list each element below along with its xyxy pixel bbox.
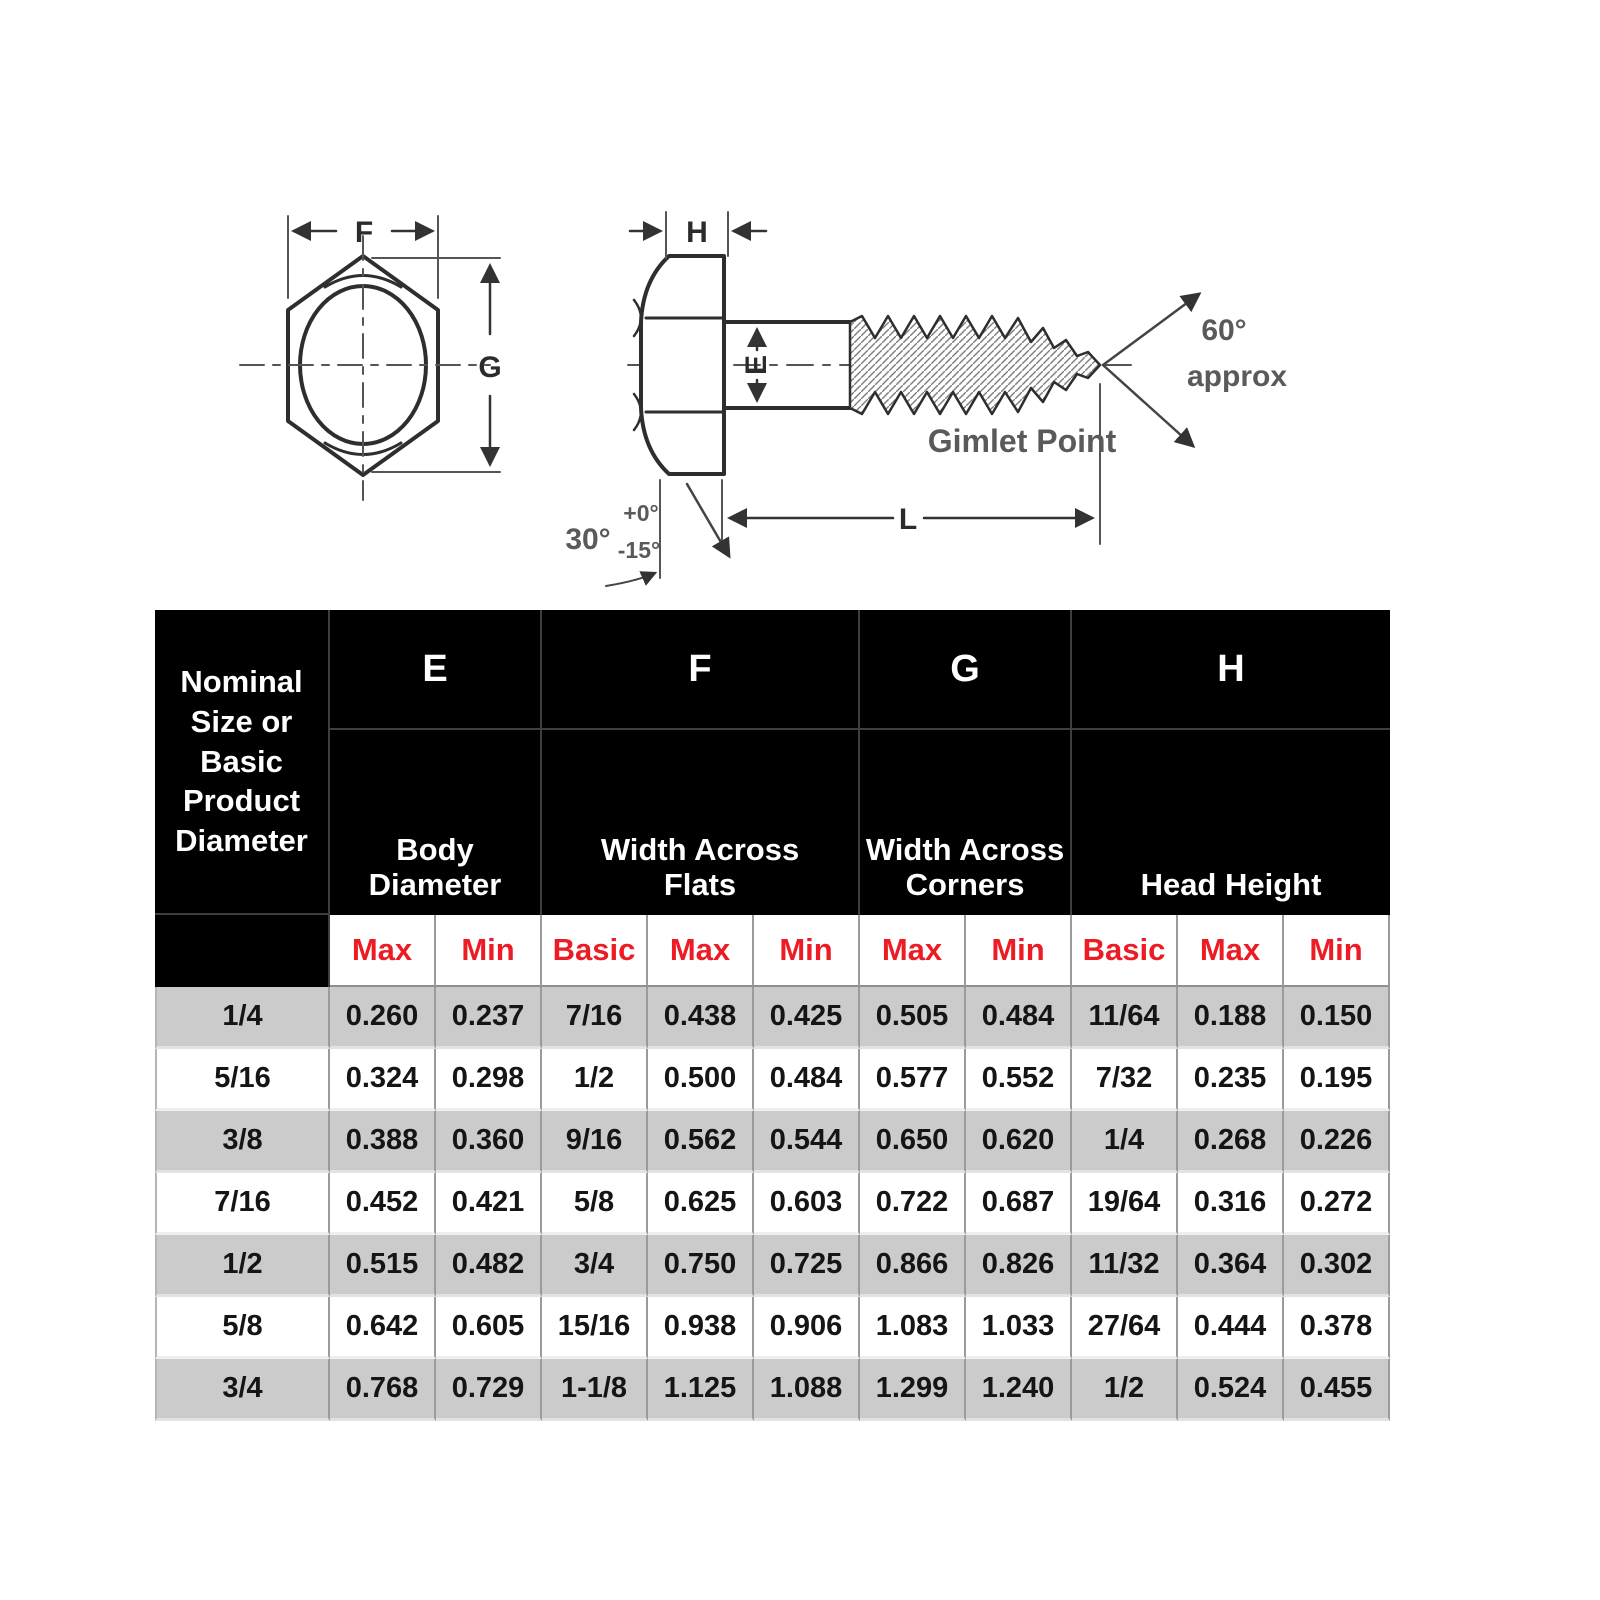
table-cell: 5/8 bbox=[155, 1297, 330, 1359]
col-group-label-text: Width Across Flats bbox=[600, 831, 800, 903]
table-cell: 1-1/8 bbox=[542, 1359, 648, 1421]
sub-header: Basic bbox=[542, 915, 648, 987]
table-cell: 0.188 bbox=[1178, 987, 1284, 1049]
table-cell: 0.687 bbox=[966, 1173, 1072, 1235]
table-cell: 0.722 bbox=[860, 1173, 966, 1235]
col-group-letter-h: H bbox=[1072, 610, 1390, 730]
gimlet-point-label: Gimlet Point bbox=[927, 423, 1117, 459]
table-cell: 0.544 bbox=[754, 1111, 860, 1173]
table-cell: 0.421 bbox=[436, 1173, 542, 1235]
table-cell: 0.729 bbox=[436, 1359, 542, 1421]
table-cell: 11/64 bbox=[1072, 987, 1178, 1049]
table-cell: 0.364 bbox=[1178, 1235, 1284, 1297]
sub-header: Min bbox=[754, 915, 860, 987]
table-cell: 0.642 bbox=[330, 1297, 436, 1359]
table-cell: 15/16 bbox=[542, 1297, 648, 1359]
hex-head-front-view bbox=[240, 216, 502, 500]
table-cell: 1.125 bbox=[648, 1359, 754, 1421]
sub-header: Min bbox=[1284, 915, 1390, 987]
dim-label-e: E bbox=[740, 354, 773, 376]
table-cell: 0.603 bbox=[754, 1173, 860, 1235]
sub-header: Max bbox=[1178, 915, 1284, 987]
table-cell: 0.316 bbox=[1178, 1173, 1284, 1235]
header-spacer bbox=[155, 915, 330, 987]
table-cell: 3/8 bbox=[155, 1111, 330, 1173]
table-cell: 0.562 bbox=[648, 1111, 754, 1173]
table-cell: 1.240 bbox=[966, 1359, 1072, 1421]
table-cell: 0.298 bbox=[436, 1049, 542, 1111]
table-cell: 0.260 bbox=[330, 987, 436, 1049]
dim-label-g: G bbox=[478, 351, 502, 384]
table-cell: 0.577 bbox=[860, 1049, 966, 1111]
col-group-label-e bbox=[330, 730, 542, 915]
col-group-label-h bbox=[1072, 730, 1390, 915]
table-cell: 0.150 bbox=[1284, 987, 1390, 1049]
sub-header: Min bbox=[966, 915, 1072, 987]
table-cell: 0.444 bbox=[1178, 1297, 1284, 1359]
table-cell: 3/4 bbox=[155, 1359, 330, 1421]
col-header-nominal: Nominal Size or Basic Product Diameter bbox=[155, 610, 330, 915]
sub-header: Max bbox=[860, 915, 966, 987]
table-cell: 9/16 bbox=[542, 1111, 648, 1173]
table-cell: 7/32 bbox=[1072, 1049, 1178, 1111]
table-cell: 1.033 bbox=[966, 1297, 1072, 1359]
table-cell: 0.625 bbox=[648, 1173, 754, 1235]
table-cell: 0.768 bbox=[330, 1359, 436, 1421]
table-cell: 1.299 bbox=[860, 1359, 966, 1421]
table-cell: 0.360 bbox=[436, 1111, 542, 1173]
table-cell: 0.302 bbox=[1284, 1235, 1390, 1297]
table-cell: 0.725 bbox=[754, 1235, 860, 1297]
table-cell: 0.484 bbox=[754, 1049, 860, 1111]
col-group-label-f bbox=[542, 730, 860, 915]
table-cell: 5/8 bbox=[542, 1173, 648, 1235]
point-angle-label: 60° bbox=[1201, 314, 1247, 347]
table-cell: 0.505 bbox=[860, 987, 966, 1049]
bolt-side-view bbox=[565, 212, 1287, 586]
table-cell: 1.088 bbox=[754, 1359, 860, 1421]
dim-label-l: L bbox=[898, 503, 918, 536]
table-cell: 7/16 bbox=[155, 1173, 330, 1235]
table-cell: 0.552 bbox=[966, 1049, 1072, 1111]
table-cell: 0.226 bbox=[1284, 1111, 1390, 1173]
table-cell: 0.438 bbox=[648, 987, 754, 1049]
table-cell: 0.515 bbox=[330, 1235, 436, 1297]
col-group-label-g bbox=[860, 730, 1072, 915]
table-cell: 0.378 bbox=[1284, 1297, 1390, 1359]
bolt-diagram bbox=[0, 0, 1600, 600]
table-cell: 19/64 bbox=[1072, 1173, 1178, 1235]
table-cell: 1/4 bbox=[155, 987, 330, 1049]
point-angle-qualifier: approx bbox=[1186, 360, 1288, 393]
table-cell: 1/4 bbox=[1072, 1111, 1178, 1173]
table-cell: 0.524 bbox=[1178, 1359, 1284, 1421]
table-cell: 0.425 bbox=[754, 987, 860, 1049]
table-cell: 1/2 bbox=[155, 1235, 330, 1297]
table-cell: 1.083 bbox=[860, 1297, 966, 1359]
table-cell: 0.272 bbox=[1284, 1173, 1390, 1235]
table-cell: 0.484 bbox=[966, 987, 1072, 1049]
chamfer-tol-minus-label: -15° bbox=[617, 537, 661, 563]
chamfer-tol-plus-label: +0° bbox=[623, 500, 659, 526]
col-group-letter-g: G bbox=[860, 610, 1072, 730]
table-cell: 0.650 bbox=[860, 1111, 966, 1173]
col-group-label-text: Width Across Corners bbox=[865, 831, 1065, 903]
dimensions-table bbox=[155, 610, 1390, 1421]
sub-header: Max bbox=[648, 915, 754, 987]
table-cell: 5/16 bbox=[155, 1049, 330, 1111]
table-cell: 0.750 bbox=[648, 1235, 754, 1297]
table-cell: 0.938 bbox=[648, 1297, 754, 1359]
table-cell: 1/2 bbox=[542, 1049, 648, 1111]
chamfer-angle-label: 30° bbox=[565, 523, 611, 556]
table-cell: 11/32 bbox=[1072, 1235, 1178, 1297]
sub-header: Basic bbox=[1072, 915, 1178, 987]
col-group-letter-e: E bbox=[330, 610, 542, 730]
table-cell: 0.195 bbox=[1284, 1049, 1390, 1111]
col-group-letter-f: F bbox=[542, 610, 860, 730]
table-cell: 0.452 bbox=[330, 1173, 436, 1235]
table-cell: 3/4 bbox=[542, 1235, 648, 1297]
table-cell: 0.324 bbox=[330, 1049, 436, 1111]
col-group-label-text: Body Diameter bbox=[368, 831, 502, 903]
table-cell: 0.482 bbox=[436, 1235, 542, 1297]
hex-head-profile bbox=[641, 256, 724, 474]
table-cell: 0.866 bbox=[860, 1235, 966, 1297]
dim-label-f: F bbox=[354, 216, 374, 249]
table-cell: 7/16 bbox=[542, 987, 648, 1049]
table-cell: 0.237 bbox=[436, 987, 542, 1049]
table-cell: 0.826 bbox=[966, 1235, 1072, 1297]
dim-label-h: H bbox=[686, 216, 708, 249]
table-cell: 0.500 bbox=[648, 1049, 754, 1111]
threads bbox=[850, 316, 1100, 414]
table-cell: 0.620 bbox=[966, 1111, 1072, 1173]
table-cell: 0.388 bbox=[330, 1111, 436, 1173]
col-group-label-text: Head Height bbox=[1140, 867, 1322, 903]
sub-header: Min bbox=[436, 915, 542, 987]
sub-header: Max bbox=[330, 915, 436, 987]
table-cell: 0.455 bbox=[1284, 1359, 1390, 1421]
table-cell: 27/64 bbox=[1072, 1297, 1178, 1359]
table-cell: 0.235 bbox=[1178, 1049, 1284, 1111]
table-cell: 0.906 bbox=[754, 1297, 860, 1359]
table-cell: 1/2 bbox=[1072, 1359, 1178, 1421]
table-cell: 0.268 bbox=[1178, 1111, 1284, 1173]
table-cell: 0.605 bbox=[436, 1297, 542, 1359]
